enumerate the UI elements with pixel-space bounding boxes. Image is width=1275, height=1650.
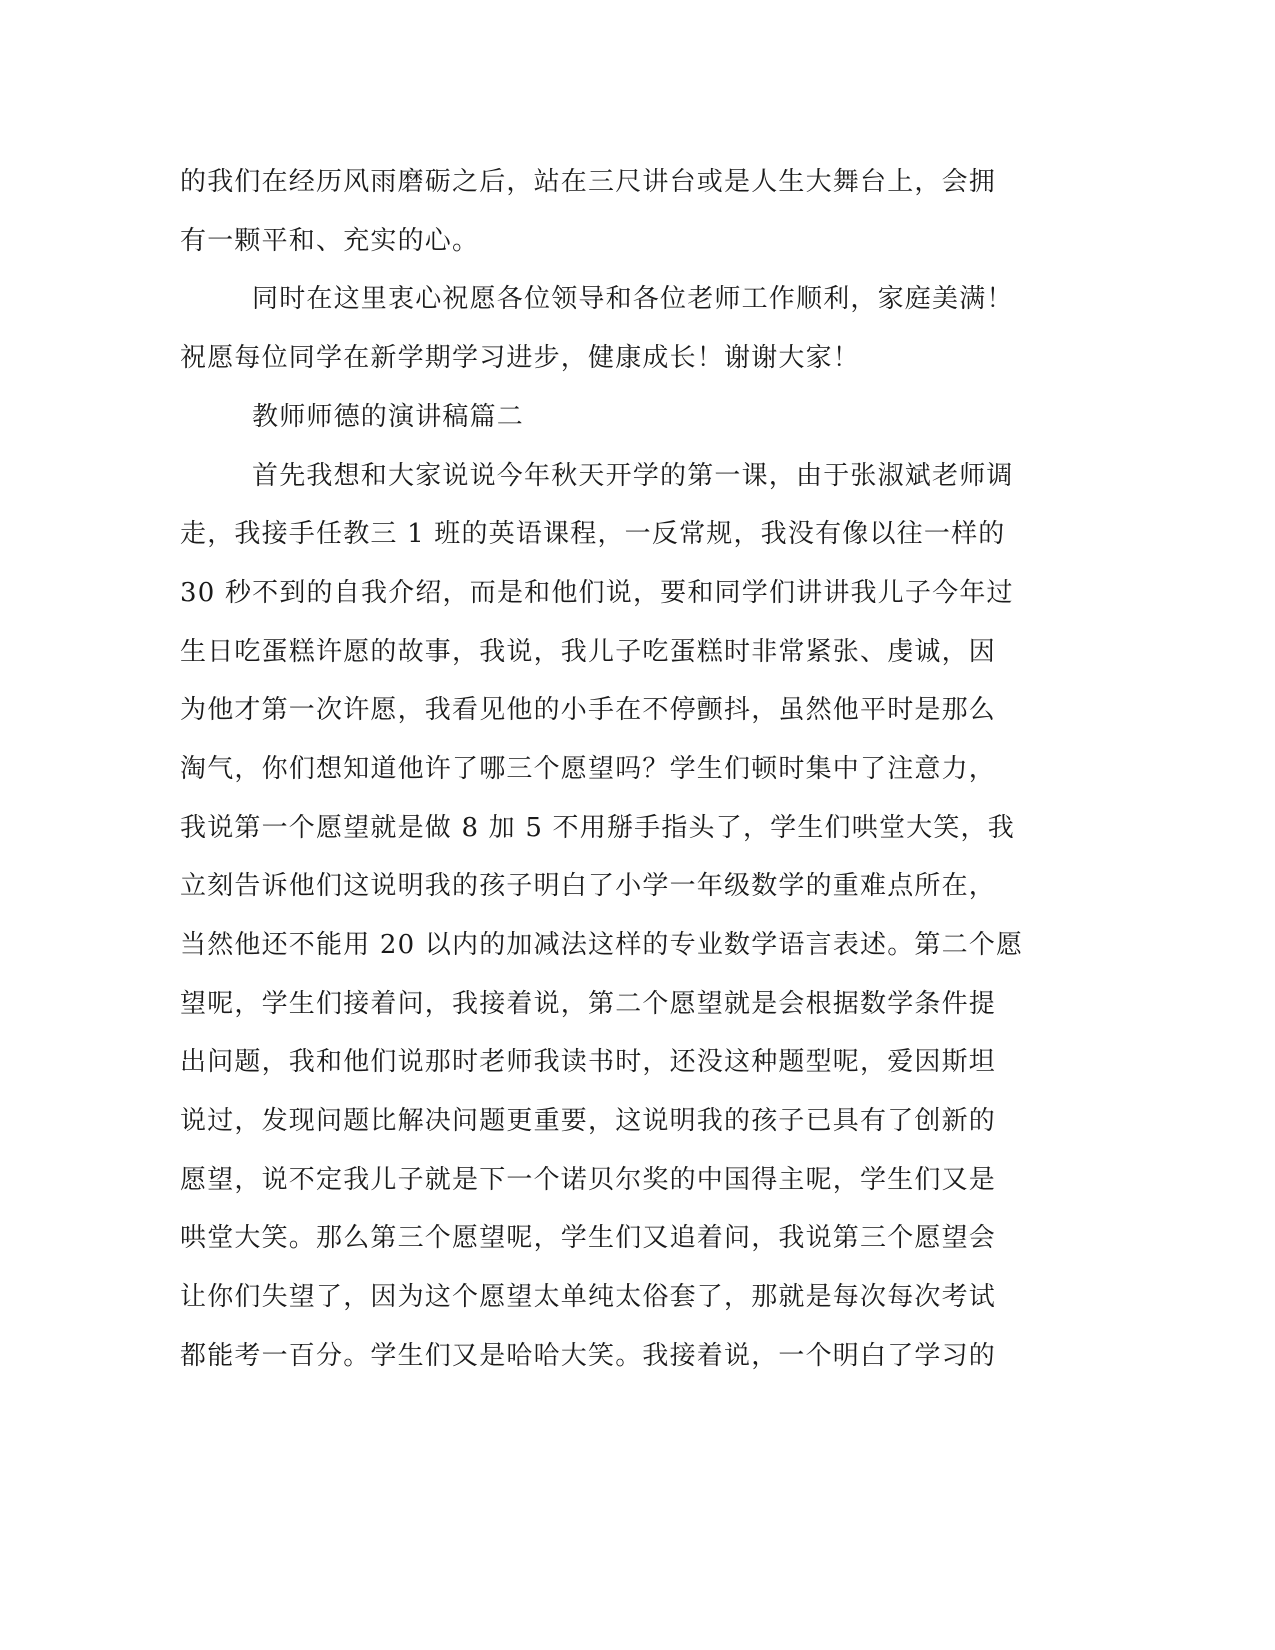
text-line: 我说第一个愿望就是做 8 加 5 不用掰手指头了，学生们哄堂大笑，我 — [180, 813, 1015, 843]
section-heading: 教师师德的演讲稿篇二 — [252, 402, 525, 432]
text-line: 首先我想和大家说说今年秋天开学的第一课，由于张淑斌老师调 — [252, 461, 1014, 491]
text-line: 为他才第一次许愿，我看见他的小手在不停颤抖，虽然他平时是那么 — [180, 695, 997, 725]
text-line: 淘气，你们想知道他许了哪三个愿望吗？学生们顿时集中了注意力， — [180, 754, 997, 784]
text-line: 走，我接手任教三 1 班的英语课程，一反常规，我没有像以往一样的 — [180, 519, 1006, 549]
text-line: 立刻告诉他们这说明我的孩子明白了小学一年级数学的重难点所在， — [180, 871, 997, 901]
text-line: 生日吃蛋糕许愿的故事，我说，我儿子吃蛋糕时非常紧张、虔诚，因 — [180, 637, 997, 667]
text-line: 说过，发现问题比解决问题更重要，这说明我的孩子已具有了创新的 — [180, 1106, 997, 1136]
text-line: 出问题，我和他们说那时老师我读书时，还没这种题型呢，爱因斯坦 — [180, 1047, 997, 1077]
text-line: 哄堂大笑。那么第三个愿望呢，学生们又追着问，我说第三个愿望会 — [180, 1223, 997, 1253]
text-line: 有一颗平和、充实的心。 — [180, 226, 480, 256]
text-line: 望呢，学生们接着问，我接着说，第二个愿望就是会根据数学条件提 — [180, 989, 997, 1019]
text-line: 祝愿每位同学在新学期学习进步，健康成长！谢谢大家！ — [180, 343, 861, 373]
text-line: 愿望，说不定我儿子就是下一个诺贝尔奖的中国得主呢，学生们又是 — [180, 1165, 997, 1195]
text-line: 当然他还不能用 20 以内的加减法这样的专业数学语言表述。第二个愿 — [180, 930, 1024, 960]
text-line: 30 秒不到的自我介绍，而是和他们说，要和同学们讲讲我儿子今年过 — [180, 578, 1014, 608]
text-line: 的我们在经历风雨磨砺之后，站在三尺讲台或是人生大舞台上，会拥 — [180, 167, 997, 197]
text-line: 都能考一百分。学生们又是哈哈大笑。我接着说，一个明白了学习的 — [180, 1341, 997, 1371]
text-line: 同时在这里衷心祝愿各位领导和各位老师工作顺利，家庭美满！ — [252, 284, 1014, 314]
text-line: 让你们失望了，因为这个愿望太单纯太俗套了，那就是每次每次考试 — [180, 1282, 997, 1312]
